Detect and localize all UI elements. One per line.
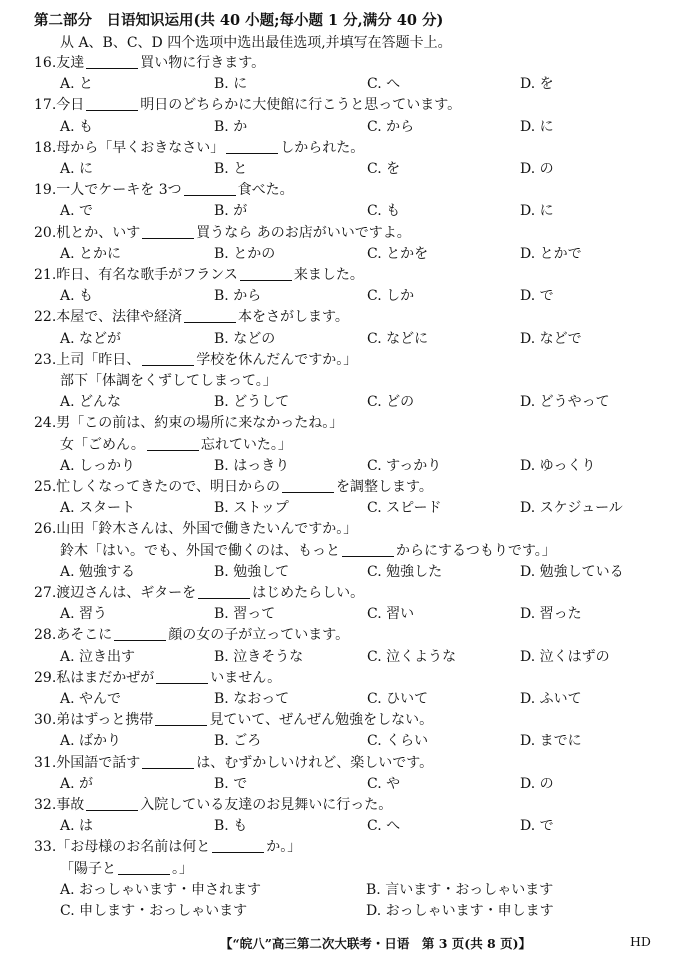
stem-text-after: は、むずかしいけれど、楽しいです。: [196, 754, 434, 771]
question-number: 29.: [34, 669, 57, 686]
question-number: 21.: [34, 267, 57, 283]
question-stem: [34, 795, 664, 816]
options-row: [34, 159, 664, 180]
stem-text-after: 買い物に行きます。: [140, 55, 266, 71]
option-a: A. スタート: [60, 500, 136, 517]
question-stem: [34, 625, 664, 646]
options-row: [34, 498, 664, 519]
option-a: A. に: [60, 160, 94, 177]
question-stem: [34, 519, 664, 540]
option-c: C. 勉強した: [367, 563, 443, 580]
stem-text-before: 昨日、有名な歌手がフランス: [56, 267, 238, 283]
question-number: 20.: [34, 224, 57, 241]
question-stem: [34, 371, 664, 392]
stem-text-before: 私はまだかぜが: [56, 669, 155, 686]
question-item: [34, 668, 664, 710]
question-item: [34, 413, 664, 477]
question-item: [34, 795, 664, 837]
stem-text-before: 机とか、いす: [56, 224, 141, 241]
question-stem: [34, 541, 664, 562]
stem-text-after: 顔の女の子が立っています。: [168, 627, 350, 644]
option-a: A. も: [60, 118, 94, 135]
answer-blank: [86, 54, 138, 69]
question-item: [34, 583, 664, 625]
option-a: A. も: [60, 288, 94, 305]
question-number: 25.: [34, 479, 57, 495]
option-b: B. か: [214, 118, 248, 135]
options-row: [34, 456, 664, 477]
option-c: C. しか: [367, 288, 415, 305]
question-stem: [34, 265, 664, 286]
stem-text-after: 食べた。: [237, 182, 294, 199]
question-number: 28.: [34, 627, 57, 644]
stem-text-before: 本屋で、法律や経済: [56, 309, 182, 326]
option-d: D. に: [520, 118, 554, 135]
option-c: C. 申します・おっしゃいます: [60, 902, 248, 919]
options-row: [34, 392, 664, 413]
question-number: 33.: [34, 839, 57, 856]
option-b: B. 泣きそうな: [214, 648, 304, 665]
option-a: A. が: [60, 775, 94, 792]
options-row: [34, 562, 664, 583]
stem-text-after: 入院している友達のお見舞いに行った。: [140, 797, 393, 813]
question-item: [34, 753, 664, 795]
option-a: A. で: [60, 203, 94, 220]
question-item: [34, 265, 664, 307]
options-row: [34, 604, 664, 625]
question-stem: [34, 53, 664, 74]
stem-text-before: 今日: [56, 97, 85, 114]
question-stem: [34, 668, 664, 689]
stem-text-after: 買うなら あのお店がいいですよ。: [196, 224, 411, 241]
question-number: 22.: [34, 309, 57, 326]
stem-text-before: 山田「鈴木さんは、外国で働きたいんですか。」: [56, 521, 358, 538]
options-row: [34, 689, 664, 710]
options-row: [34, 901, 664, 922]
question-number: 30.: [34, 712, 57, 729]
question-stem: [34, 180, 664, 201]
stem-text-after: を調整します。: [336, 479, 433, 495]
option-b: B. に: [214, 76, 248, 93]
question-number: 27.: [34, 585, 57, 601]
stem-text-before: 部下「体調をくずしてしまって。」: [60, 372, 277, 389]
options-row: [34, 117, 664, 138]
stem-text-after: 。」: [172, 860, 193, 877]
question-number: 16.: [34, 55, 57, 71]
stem-text-after: しかられた。: [280, 139, 365, 156]
question-stem: [34, 710, 664, 731]
option-d: D. スケジュール: [520, 500, 623, 517]
stem-text-before: 忙しくなってきたので、明日からの: [56, 479, 280, 495]
question-number: 18.: [34, 139, 57, 156]
question-item: [34, 350, 664, 414]
option-b: B. で: [214, 775, 248, 792]
question-item: [34, 53, 664, 95]
question-stem: [34, 477, 664, 498]
question-stem: [34, 223, 664, 244]
options-row: [34, 647, 664, 668]
stem-text-after: はじめたらしい。: [252, 585, 365, 601]
option-d: D. どうやって: [520, 394, 610, 411]
option-b: B. 習って: [214, 606, 276, 623]
stem-text-after: 明日のどちらかに大使館に行こうと思っています。: [140, 97, 462, 114]
option-b: B. が: [214, 203, 248, 220]
option-a: A. と: [60, 76, 94, 93]
option-b: B. と: [214, 160, 248, 177]
option-c: C. スピード: [367, 500, 442, 517]
option-c: C. ひいて: [367, 690, 429, 707]
option-b: B. などの: [214, 330, 276, 347]
option-b: B. から: [214, 288, 262, 305]
option-d: D. 泣くはずの: [520, 648, 610, 665]
stem-text-before: 鈴木「はい。でも、外国で働くのは、もっと: [60, 542, 340, 559]
question-item: [34, 307, 664, 349]
question-stem: [34, 753, 664, 774]
options-row: [34, 201, 664, 222]
option-a: A. おっしゃいます・申されます: [60, 881, 262, 898]
footer-code: HD: [630, 934, 651, 949]
option-c: C. どの: [367, 394, 415, 411]
question-item: [34, 625, 664, 667]
options-row: [34, 244, 664, 265]
question-number: 24.: [34, 415, 57, 432]
stem-text-after: からにするつもりです。」: [396, 542, 556, 559]
option-c: C. を: [367, 160, 401, 177]
question-number: 17.: [34, 97, 57, 114]
option-c: C. くらい: [367, 733, 429, 750]
option-a: A. などが: [60, 330, 122, 347]
stem-text-after: 来ました。: [293, 267, 364, 283]
option-c: C. 習い: [367, 606, 415, 623]
answer-blank: [118, 860, 170, 875]
question-stem: [34, 350, 664, 371]
answer-blank: [147, 436, 199, 451]
option-b: B. はっきり: [214, 457, 290, 474]
option-c: C. や: [367, 775, 401, 792]
option-b: B. とかの: [214, 245, 276, 262]
question-stem: [34, 435, 664, 456]
section-title: 第二部分 日语知识运用(共 40 小题;每小题 1 分,满分 40 分): [34, 12, 444, 29]
option-a: A. ばかり: [60, 733, 122, 750]
question-item: [34, 837, 664, 922]
option-a: A. しっかり: [60, 457, 136, 474]
question-item: [34, 223, 664, 265]
stem-text-after: 本をさがします。: [238, 309, 349, 326]
option-c: C. から: [367, 118, 415, 135]
question-stem: [34, 859, 664, 880]
option-d: D. おっしゃいます・申します: [366, 902, 554, 919]
option-d: D. などで: [520, 330, 582, 347]
answer-blank: [226, 139, 278, 154]
question-number: 32.: [34, 797, 57, 813]
option-d: D. の: [520, 160, 554, 177]
question-number: 26.: [34, 521, 57, 538]
question-stem: [34, 138, 664, 159]
option-a: A. どんな: [60, 394, 122, 411]
question-item: [34, 519, 664, 583]
option-d: D. に: [520, 203, 554, 220]
option-a: A. 勉強する: [60, 563, 136, 580]
option-b: B. どうして: [214, 394, 290, 411]
stem-text-before: あそこに: [56, 627, 113, 644]
option-b: B. なおって: [214, 690, 290, 707]
answer-blank: [142, 754, 194, 769]
answer-blank: [142, 351, 194, 366]
stem-text-after: 忘れていた。」: [200, 436, 292, 453]
answer-blank: [342, 542, 394, 557]
question-number: 19.: [34, 182, 57, 199]
option-d: D. とかで: [520, 245, 582, 262]
stem-text-after: いません。: [210, 669, 282, 686]
option-d: D. ふいて: [520, 690, 582, 707]
question-item: [34, 138, 664, 180]
answer-blank: [184, 308, 236, 323]
option-b: B. 言います・おっしゃいます: [366, 881, 554, 898]
question-stem: [34, 95, 664, 116]
instruction-text: 从 A、B、C、D 四个选项中选出最佳选项,并填写在答题卡上。: [60, 35, 452, 51]
option-a: A. 習う: [60, 606, 108, 623]
question-number: 23.: [34, 351, 57, 368]
stem-text-after: か。」: [266, 839, 302, 856]
option-b: B. ごろ: [214, 733, 262, 750]
option-c: C. へ: [367, 818, 401, 835]
stem-text-before: 渡辺さんは、ギターを: [56, 585, 197, 601]
question-stem: [34, 583, 664, 604]
stem-text-before: 母から「早くおきなさい」: [56, 139, 225, 156]
options-row: [34, 329, 664, 350]
answer-blank: [155, 711, 207, 726]
options-row: [34, 880, 664, 901]
stem-text-before: 「陽子と: [60, 860, 116, 877]
answer-blank: [198, 584, 250, 599]
options-row: [34, 774, 664, 795]
answer-blank: [86, 796, 138, 811]
options-row: [34, 816, 664, 837]
question-number: 31.: [34, 754, 57, 771]
options-row: [34, 286, 664, 307]
options-row: [34, 731, 664, 752]
stem-text-after: 学校を休んだんですか。」: [196, 351, 358, 368]
option-d: D. ゆっくり: [520, 457, 596, 474]
option-a: A. やんで: [60, 690, 122, 707]
question-item: [34, 180, 664, 222]
answer-blank: [184, 181, 236, 196]
answer-blank: [240, 266, 292, 281]
stem-text-before: 弟はずっと携帯: [56, 712, 154, 729]
option-a: A. 泣き出す: [60, 648, 136, 665]
answer-blank: [142, 224, 194, 239]
option-b: B. ストップ: [214, 500, 289, 517]
question-item: [34, 477, 664, 519]
footer-page-info: 【“皖八”高三第二次大联考・日语 第 3 页(共 8 页)】: [220, 936, 532, 951]
question-item: [34, 95, 664, 137]
option-d: D. で: [520, 818, 554, 835]
stem-text-before: 「お母様のお名前は何と: [56, 839, 211, 856]
stem-text-before: 事故: [56, 797, 85, 813]
question-item: [34, 710, 664, 752]
option-c: C. すっかり: [367, 457, 442, 474]
option-d: D. の: [520, 775, 554, 792]
option-c: C. へ: [367, 76, 401, 93]
option-a: A. は: [60, 818, 94, 835]
options-row: [34, 74, 664, 95]
stem-text-after: 見ていて、ぜんぜん勉強をしない。: [209, 712, 434, 729]
option-b: B. 勉強して: [214, 563, 290, 580]
answer-blank: [86, 96, 138, 111]
stem-text-before: 外国語で話す: [56, 754, 141, 771]
answer-blank: [282, 478, 334, 493]
answer-blank: [156, 669, 208, 684]
option-b: B. も: [214, 818, 248, 835]
option-c: C. とかを: [367, 245, 429, 262]
stem-text-before: 女「ごめん。: [60, 436, 145, 453]
option-d: D. を: [520, 76, 554, 93]
option-a: A. とかに: [60, 245, 122, 262]
option-d: D. で: [520, 288, 554, 305]
question-stem: [34, 413, 664, 434]
answer-blank: [114, 626, 166, 641]
stem-text-before: 一人でケーキを 3つ: [56, 182, 182, 199]
option-d: D. 勉強している: [520, 563, 624, 580]
option-c: C. も: [367, 203, 401, 220]
answer-blank: [212, 838, 264, 853]
option-d: D. までに: [520, 733, 582, 750]
question-stem: [34, 837, 664, 858]
option-c: C. などに: [367, 330, 429, 347]
option-d: D. 習った: [520, 606, 582, 623]
stem-text-before: 友達: [56, 55, 85, 71]
option-c: C. 泣くような: [367, 648, 457, 665]
stem-text-before: 男「この前は、約束の場所に来なかったね。」: [56, 415, 344, 432]
stem-text-before: 上司「昨日、: [56, 351, 141, 368]
question-stem: [34, 307, 664, 328]
